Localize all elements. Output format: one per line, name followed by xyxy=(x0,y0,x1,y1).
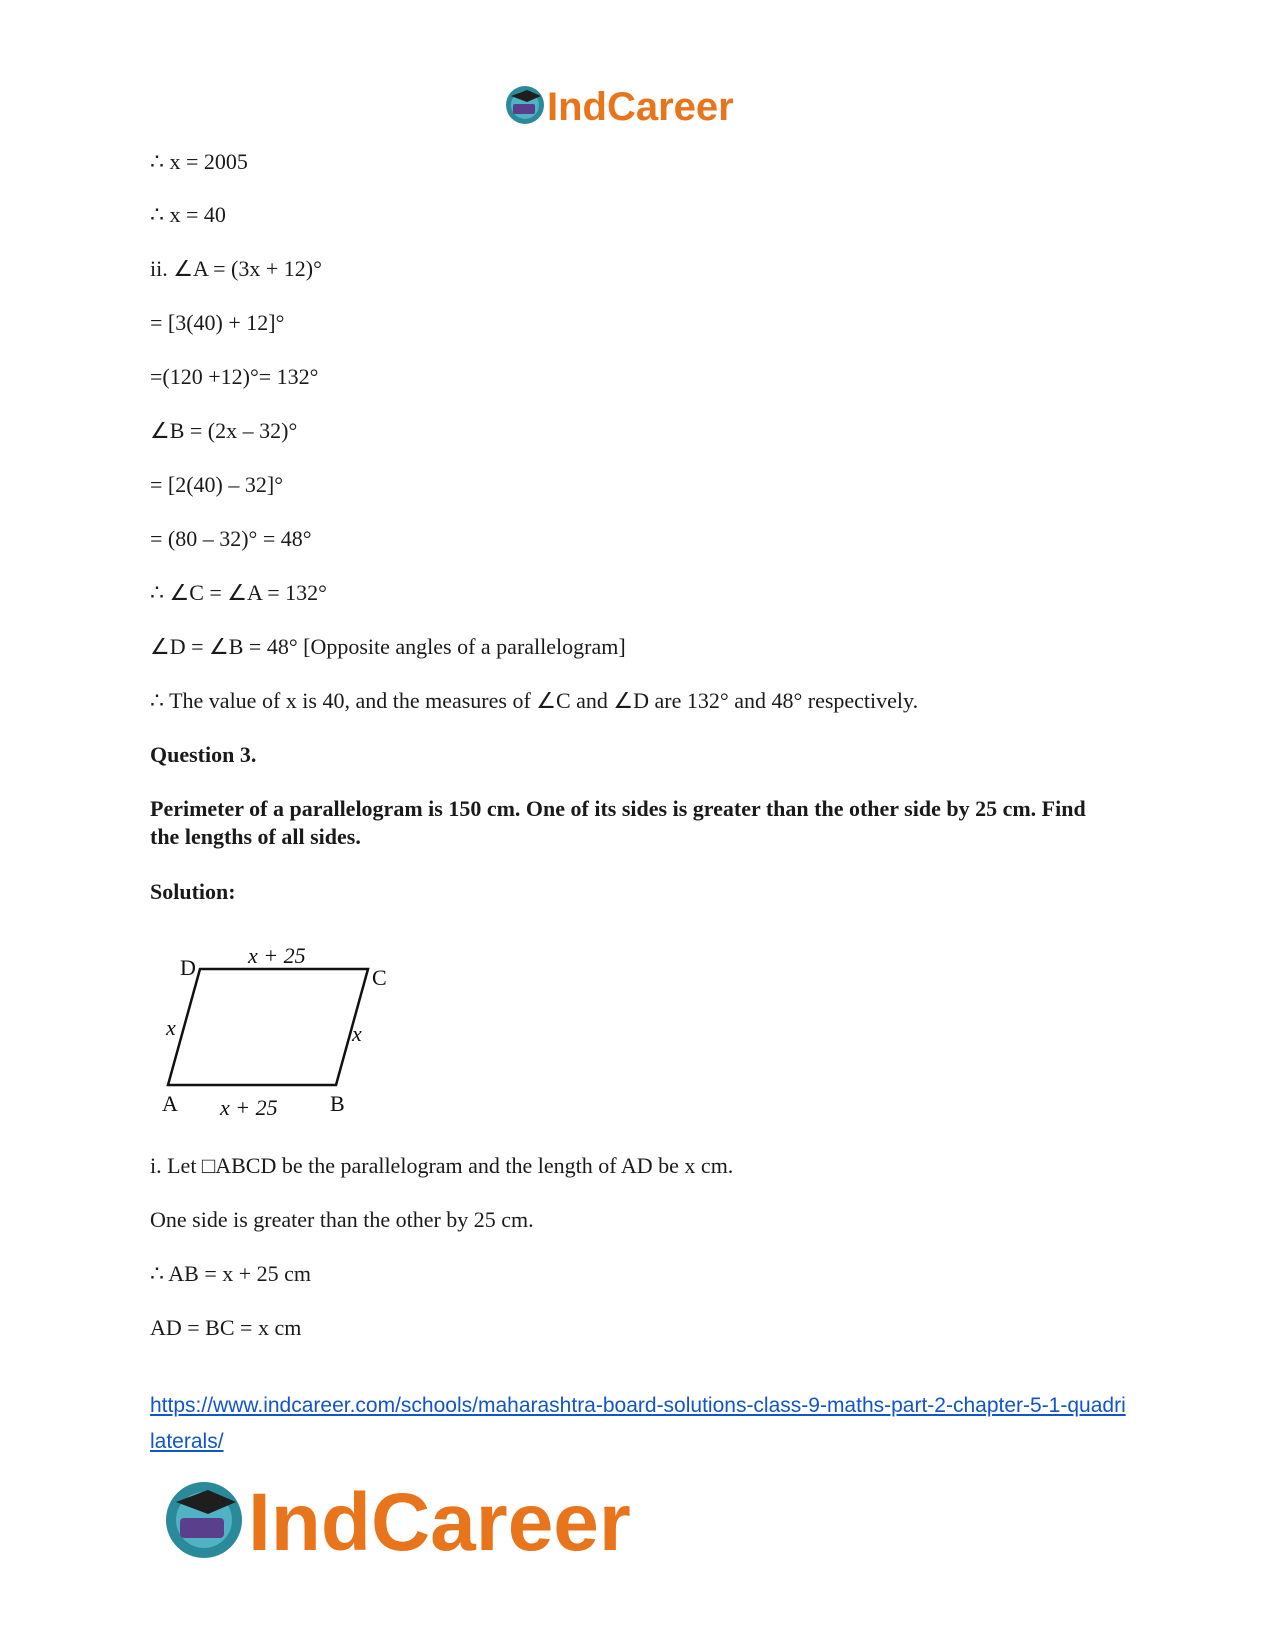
source-link[interactable]: https://www.indcareer.com/schools/maharashtra-board-solutions-class-9-maths-part-2-chapter-5-1-quadrilaterals/ xyxy=(150,1394,1126,1453)
question-heading: Question 3. xyxy=(150,742,257,767)
parallelogram-diagram xyxy=(160,945,420,1130)
vertex-label-d: D xyxy=(180,955,196,980)
side-label-left: x xyxy=(166,1015,176,1040)
logo-wordmark: IndCareer xyxy=(547,85,734,128)
logo-wordmark: IndCareer xyxy=(248,1477,631,1566)
parallelogram-shape xyxy=(168,969,368,1085)
math-line: ∴ ∠C = ∠A = 132° xyxy=(150,580,327,605)
side-label-top: x + 25 xyxy=(248,945,306,968)
side-label-right: x xyxy=(352,1021,362,1046)
indcareer-logo-footer xyxy=(160,1470,700,1566)
math-line: =(120 +12)°= 132° xyxy=(150,364,319,389)
math-line: ∴ x = 2005 xyxy=(150,149,248,174)
question-text: Perimeter of a parallelogram is 150 cm. One of its sides is greater than the other side by 25 cm. Find the lengths of all sides. xyxy=(150,796,1086,849)
math-line: ∠D = ∠B = 48° [Opposite angles of a parallelogram] xyxy=(150,634,626,659)
solution-line: i. Let □ABCD be the parallelogram and the length of AD be x cm. xyxy=(150,1153,734,1178)
math-line: = [3(40) + 12]° xyxy=(150,310,285,335)
solution-line: One side is greater than the other by 25 cm. xyxy=(150,1207,534,1232)
math-line: ∠B = (2x – 32)° xyxy=(150,418,298,443)
indcareer-logo-header xyxy=(503,80,773,128)
math-line: ∴ The value of x is 40, and the measures of ∠C and ∠D are 132° and 48° respectively. xyxy=(150,688,919,713)
math-line: = [2(40) – 32]° xyxy=(150,472,284,497)
vertex-label-c: C xyxy=(372,965,387,990)
solution-line: ∴ AB = x + 25 cm xyxy=(150,1261,312,1286)
math-line: = (80 – 32)° = 48° xyxy=(150,526,312,551)
math-line: ∴ x = 40 xyxy=(150,202,226,227)
vertex-label-a: A xyxy=(162,1091,178,1116)
solution-label: Solution: xyxy=(150,879,236,904)
math-line: ii. ∠A = (3x + 12)° xyxy=(150,256,322,281)
solution-line: AD = BC = x cm xyxy=(150,1315,302,1340)
vertex-label-b: B xyxy=(330,1091,345,1116)
side-label-bottom: x + 25 xyxy=(220,1095,278,1120)
